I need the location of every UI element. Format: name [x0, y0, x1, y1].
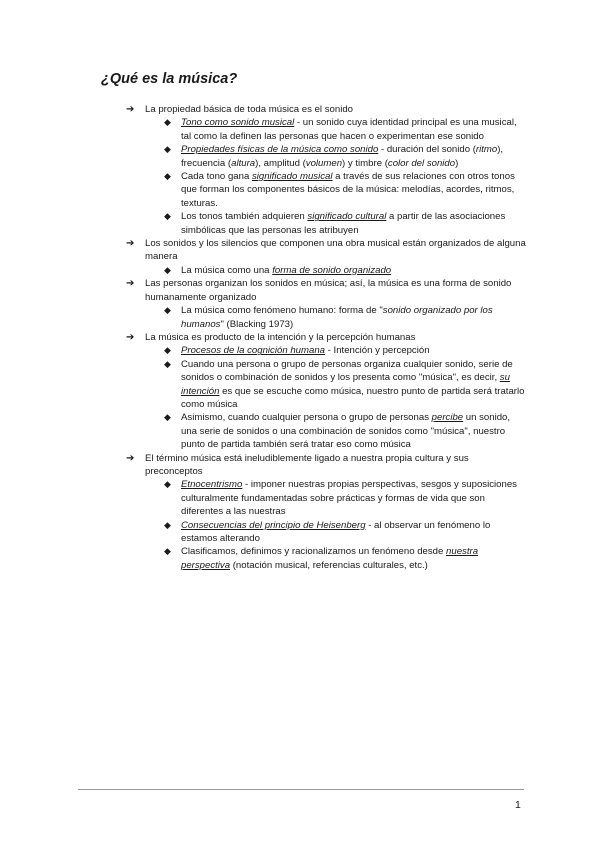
page-title: ¿Qué es la música?	[101, 71, 238, 87]
italic-text: ritmo	[475, 144, 498, 156]
underlined-term: Propiedades físicas de la música como sonido	[181, 144, 379, 156]
underlined-term: Consecuencias del principio de Heisenberg	[181, 519, 366, 531]
underlined-term: su intención	[181, 372, 510, 397]
text-segment: - imponer nuestras propias perspectivas, sesgos y suposiciones culturalmente fundamentadas sobre prácticas y formas de vida que son diferentes a las nuestras	[181, 479, 517, 518]
text-segment: ), frecuencia (	[181, 144, 504, 169]
sub-list-item	[126, 210, 526, 237]
text-segment: - al observar un fenómeno lo estamos alterando	[181, 519, 491, 544]
italic-text: sonido organizado por los humanos	[181, 305, 493, 330]
text-segment: ), amplitud (	[255, 157, 306, 169]
list-item	[126, 277, 526, 304]
diamond-bullet-icon: ◆	[164, 264, 171, 275]
arrow-bullet-icon: ➔	[126, 331, 135, 343]
text-segment: Las personas organizan los sonidos en música; así, la música es una forma de sonido humanamente organizado	[145, 278, 512, 303]
outline-list	[126, 103, 526, 572]
arrow-bullet-icon: ➔	[126, 278, 135, 290]
sub-list-item	[126, 545, 526, 572]
text-segment: un sonido, una serie de sonidos o una combinación de sonidos como "música", nuestro punto de partida también será tratar eso como música	[181, 412, 511, 451]
diamond-bullet-icon: ◆	[164, 211, 171, 222]
text-segment: - Intención y percepción	[325, 345, 430, 357]
text-segment: Cada tono gana	[181, 171, 252, 183]
text-segment: a partir de las asociaciones simbólicas que las personas les atribuyen	[181, 211, 506, 236]
diamond-bullet-icon: ◆	[164, 479, 171, 490]
list-item	[126, 331, 526, 344]
underlined-term: nuestra perspectiva	[181, 546, 479, 571]
sub-list-item	[126, 116, 526, 143]
underlined-term: percibe	[431, 412, 464, 424]
text-segment: ) y timbre (	[342, 157, 388, 169]
text-segment: es que se escuche como música, nuestro punto de partida será tratarlo como música	[181, 385, 525, 410]
text-segment: La música como fenómeno humano: forma de "	[181, 305, 383, 317]
sub-list-item	[126, 358, 526, 412]
footer-divider	[78, 789, 524, 790]
sub-list-item	[126, 478, 526, 518]
arrow-bullet-icon: ➔	[126, 104, 135, 115]
text-segment: (notación musical, referencias culturales, etc.)	[230, 559, 428, 571]
diamond-bullet-icon: ◆	[164, 144, 171, 155]
text-segment: La música es producto de la intención y la percepción humanas	[145, 331, 416, 343]
italic-text: color del sonido	[387, 157, 456, 169]
sub-list-item	[126, 304, 526, 331]
list-item	[126, 237, 526, 264]
italic-text: volumen	[305, 157, 343, 169]
underlined-term: Procesos de la cognición humana	[181, 345, 325, 357]
text-segment: Asimismo, cuando cualquier persona o grupo de personas	[181, 412, 432, 424]
text-segment: El término música está ineludiblemente ligado a nuestra propia cultura y sus preconceptos	[145, 452, 469, 477]
text-segment: Los tonos también adquieren	[181, 211, 308, 223]
text-segment: - duración del sonido (	[378, 144, 476, 156]
text-segment: a través de sus relaciones con otros tonos que forman los componentes básicos de la música: melodías, acordes, ritmos, texturas.	[181, 171, 515, 209]
sub-list-item	[126, 519, 526, 546]
text-segment: )	[455, 157, 459, 169]
text-segment: - un sonido cuya identidad principal es una musical, tal como la definen las personas que hacen o experimentan ese sonido	[181, 117, 517, 142]
sub-list-item	[126, 170, 526, 210]
underlined-term: significado musical	[251, 171, 333, 183]
diamond-bullet-icon: ◆	[164, 171, 171, 182]
text-segment: Cuando una persona o grupo de personas organiza cualquier sonido, serie de sonidos o combinación de sonidos y los presenta como "música", es decir,	[181, 358, 513, 384]
text-segment: " (Blacking 1973)	[220, 318, 294, 330]
text-segment: Clasificamos, definimos y racionalizamos un fenómeno desde	[181, 546, 447, 558]
underlined-term: forma de sonido organizado	[272, 264, 392, 276]
italic-text: altura	[231, 157, 256, 169]
text-segment: La música como una	[181, 264, 273, 276]
list-item	[126, 452, 526, 479]
text-segment: La propiedad básica de toda música es el sonido	[145, 104, 354, 115]
diamond-bullet-icon: ◆	[164, 412, 171, 423]
diamond-bullet-icon: ◆	[164, 358, 171, 369]
underlined-term: significado cultural	[307, 211, 387, 223]
underlined-term: Tono como sonido musical	[181, 117, 295, 129]
arrow-bullet-icon: ➔	[126, 452, 135, 464]
arrow-bullet-icon: ➔	[126, 238, 135, 250]
sub-list-item	[126, 143, 526, 170]
sub-list-item	[126, 411, 526, 451]
diamond-bullet-icon: ◆	[164, 345, 171, 356]
diamond-bullet-icon: ◆	[164, 305, 171, 316]
sub-list-item	[126, 264, 526, 277]
list-item	[126, 103, 526, 116]
diamond-bullet-icon: ◆	[164, 519, 171, 530]
sub-list-item	[126, 344, 526, 357]
underlined-term: Etnocentrismo	[181, 479, 243, 491]
diamond-bullet-icon: ◆	[164, 117, 171, 128]
page-number: 1	[515, 799, 521, 811]
text-segment: Los sonidos y los silencios que componen una obra musical están organizados de alguna manera	[145, 238, 526, 263]
diamond-bullet-icon: ◆	[164, 546, 171, 557]
